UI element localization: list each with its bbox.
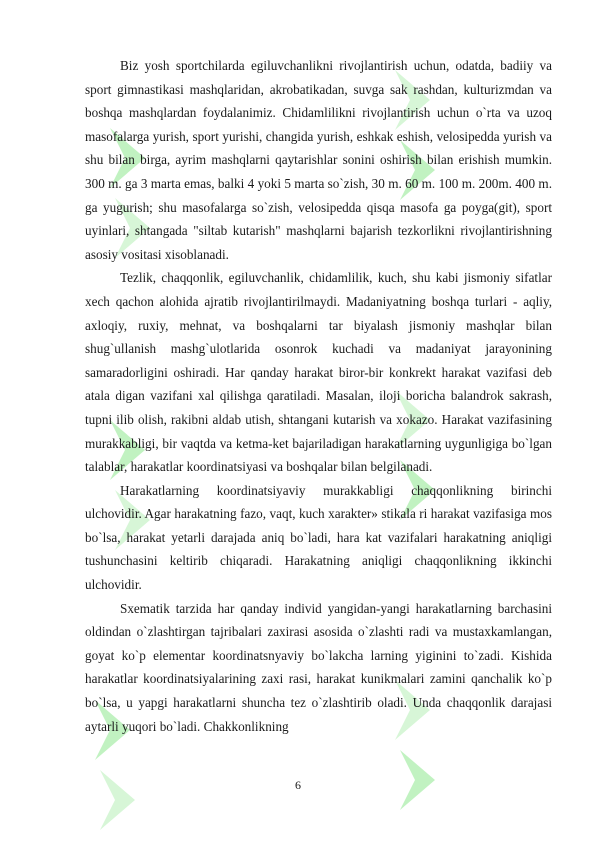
page-number: 6 <box>295 778 301 792</box>
paragraph: Biz yosh sportchilarda egiluvchanlikni rivojlantirish uchun, odatda, badiiy va sport gimnastikasi mashqlaridan, akrobatikadan, suvga sak rashdan, kulturizmdan va boshqa mashqlardan foydalanimiz. Chidamlilikni rivojlantirish uchun o`rta va uzoq masofalarga yurish, sport yurishi, changida yurish, eshkak eshish, velosipedda yurish va shu bilan birga, ayrim mashqlarni qaytarishlar sonini oshirish bilan erishish mumkin. 300 m. ga 3 marta emas, balki 4 yoki 5 marta so`zish, 30 m. 60 m. 100 m. 200m. 400 m. ga yugurish; shu masofalarga so`zish, velosipedda qisqa masofa ga poyga(git), sport uyinlari, shtangada "siltab kutarish" mashqlarni bajarish tezkorlikni rivojlantirishning asosiy vositasi xisoblanadi. <box>85 58 552 262</box>
paragraph: Harakatlarning koordinatsiyaviy murakkabligi chaqqonlikning birinchi ulchovidir. Agar harakatning fazo, vaqt, kuch xarakter» stikala ri harakat vazifasiga mos bo`lsa, harakat yetarli darajada aniq bo`ladi, hara kat vazifalari harakatning aniqligi tushunchasini keltirib chiqaradi. Harakatning aniqligi chaqqonlikning ikkinchi ulchovidir. <box>85 482 552 593</box>
paragraph: Tezlik, chaqqonlik, egiluvchanlik, chidamlilik, kuch, shu kabi jismoniy sifatlar xech qachon alohida ajratib rivojlantirilmaydi. Madaniyatning boshqa turlari - aqliy, axloqiy, ruxiy, mehnat, va boshqalarni tar biyalash jismoniy mashqlar bilan shug`ullanish mashg`ulotlarida osonrok kuchadi va madaniyat jarayonining samaradorligini oshiradi. Har qanday harakat biror-bir konkrekt harakat vazifasi deb atala digan vazifani xal qilishga qaratiladi. Masalan, iloji boricha balandrok sakrash, tupni ilib olish, rakibni aldab utish, shtangani kutarish va xokazo. Harakat vazifasining murakkabligi, bir vaqtda va ketma-ket bajariladigan harakatlarning uygunligiga bo`lgan talablar, harakatlar koordinatsiyasi va boshqalar bilan belgilanadi. <box>85 270 552 475</box>
body-text <box>85 54 552 738</box>
paragraph: Sxematik tarzida har qanday individ yangidan-yangi harakatlarning barchasini oldindan o`zlashtirgan tajribalari zaxirasi asosida o`zlashti radi va mustaxkamlangan, goyat ko`p elementar koordinatsnyaviy bo`lakcha larning yiginini to`zadi. Kishida harakatlar koordinatsiyalarining zaxi rasi, harakat kunikmalari zamini qanchalik ko`p bo`lsa, u yapgi harakatlarni shuncha tez o`zlashtirib oladi. Unda chaqqonlik darajasi aytarli yuqori bo`ladi. Chakkonlikning <box>85 600 552 734</box>
